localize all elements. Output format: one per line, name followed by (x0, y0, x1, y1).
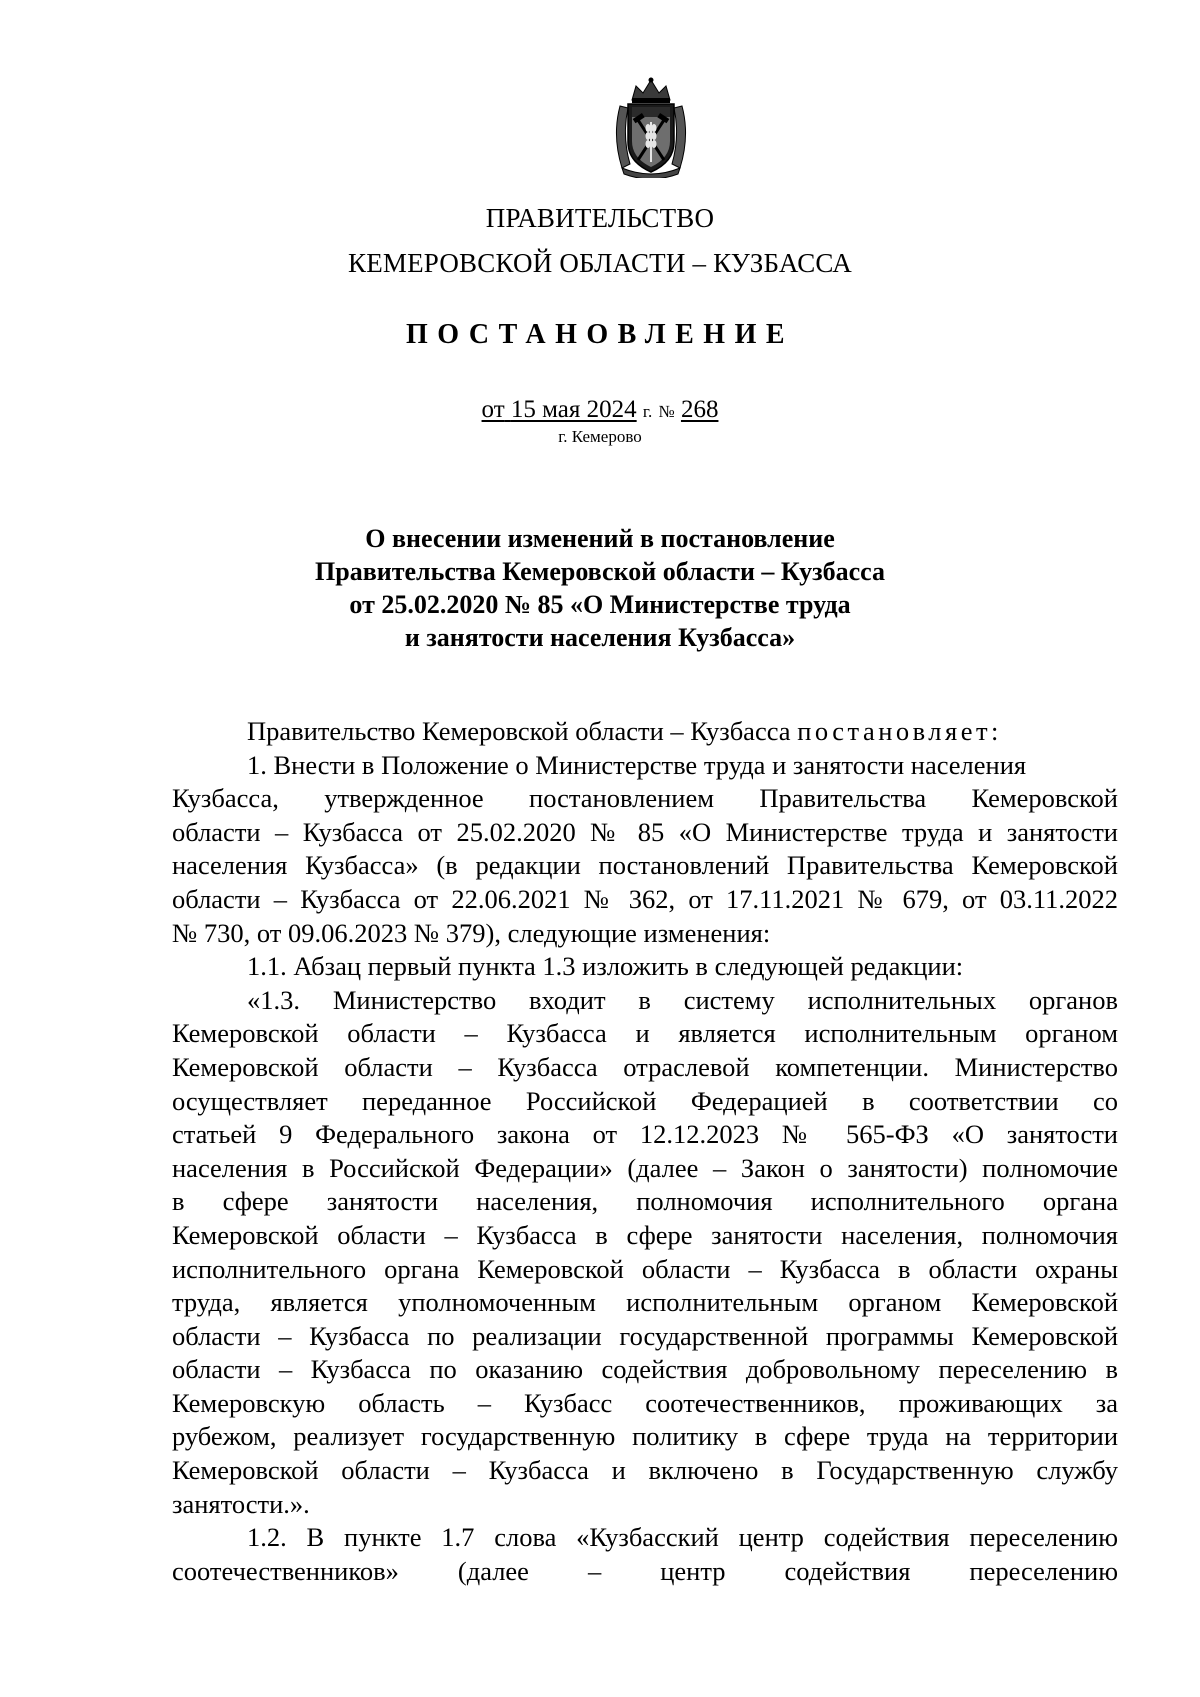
body-line: Кемеровской области – Кузбасса в сфере занятости населения, полномочия (172, 1219, 1118, 1250)
organization-name-line-2: КЕМЕРОВСКОЙ ОБЛАСТИ – КУЗБАССА (348, 248, 852, 278)
year-suffix: г. (642, 402, 653, 421)
title-line: и занятости населения Кузбасса» (404, 623, 796, 652)
date-number-line (0, 395, 1200, 427)
organization-name-line-1: ПРАВИТЕЛЬСТВО (485, 203, 715, 233)
body-line: соотечественников» (далее – центр содействия переселению (172, 1555, 1118, 1586)
body-line: 1.1. Абзац первый пункта 1.3 изложить в следующей редакции: (247, 951, 964, 982)
city-label: г. Кемерово (558, 427, 642, 446)
body-line: осуществляет переданное Российской Федерацией в соответствии со (172, 1085, 1118, 1116)
body-line: населения Кузбасса» (в редакции постановлений Правительства Кемеровской (172, 850, 1118, 881)
number-sign: № (658, 402, 675, 421)
body-line: Кемеровской области – Кузбасса и включено в Государственную службу (172, 1455, 1118, 1486)
body-line: № 730, от 09.06.2023 № 379), следующие изменения: (172, 917, 771, 948)
title-line: О внесении изменений в постановление (365, 524, 835, 553)
body-line: 1.2. В пункте 1.7 слова «Кузбасский центр содействия переселению (247, 1522, 1118, 1553)
document-body (172, 715, 1118, 1588)
body-line: области – Кузбасса по реализации государственной программы Кемеровской (172, 1320, 1118, 1351)
body-text: Правительство Кемеровской области – Кузбасса (247, 716, 791, 746)
document-date: 15 мая 2024 (510, 396, 637, 423)
body-text-spaced: постановляет: (797, 716, 1002, 746)
body-line: статьей 9 Федерального закона от 12.12.2023 № 565-ФЗ «О занятости (172, 1119, 1118, 1150)
coat-of-arms-icon (610, 76, 692, 178)
body-line: Кузбасса, утвержденное постановлением Правительства Кемеровской (172, 783, 1118, 814)
body-line: в сфере занятости населения, полномочия исполнительного органа (172, 1186, 1118, 1217)
document-number: 268 (680, 396, 719, 423)
title-line: Правительства Кемеровской области – Кузбасса (315, 557, 885, 586)
body-line: Кемеровской области – Кузбасса отраслевой компетенции. Министерство (172, 1051, 1118, 1082)
body-line: области – Кузбасса от 22.06.2021 № 362, от 17.11.2021 № 679, от 03.11.2022 (172, 883, 1118, 914)
body-line: населения в Российской Федерации» (далее – Закон о занятости) полномочие (172, 1152, 1118, 1183)
title-line: от 25.02.2020 № 85 «О Министерстве труда (349, 590, 851, 619)
body-line: Кемеровской области – Кузбасса и является исполнительным органом (172, 1018, 1118, 1049)
body-line: труда, является уполномоченным исполнительным органом Кемеровской (172, 1287, 1118, 1318)
body-line: «1.3. Министерство входит в систему исполнительных органов (247, 984, 1118, 1015)
body-line (172, 715, 1118, 749)
body-line: области – Кузбасса от 25.02.2020 № 85 «О Министерстве труда и занятости (172, 816, 1118, 847)
body-line: исполнительного органа Кемеровской области – Кузбасса в области охраны (172, 1253, 1118, 1284)
coat-of-arms-emblem (610, 76, 692, 178)
document-type-heading: ПОСТАНОВЛЕНИЕ (405, 319, 795, 350)
body-line: области – Кузбасса по оказанию содействия добровольному переселению в (172, 1354, 1118, 1385)
body-line: рубежом, реализует государственную политику в сфере труда на территории (172, 1421, 1118, 1452)
body-line: 1. Внести в Положение о Министерстве труда и занятости населения (247, 749, 1027, 780)
document-title (0, 522, 1200, 654)
body-line: занятости.». (172, 1488, 310, 1519)
body-line: Кемеровскую область – Кузбасс соотечественников, проживающих за (172, 1387, 1118, 1418)
date-prefix: от (481, 396, 505, 423)
